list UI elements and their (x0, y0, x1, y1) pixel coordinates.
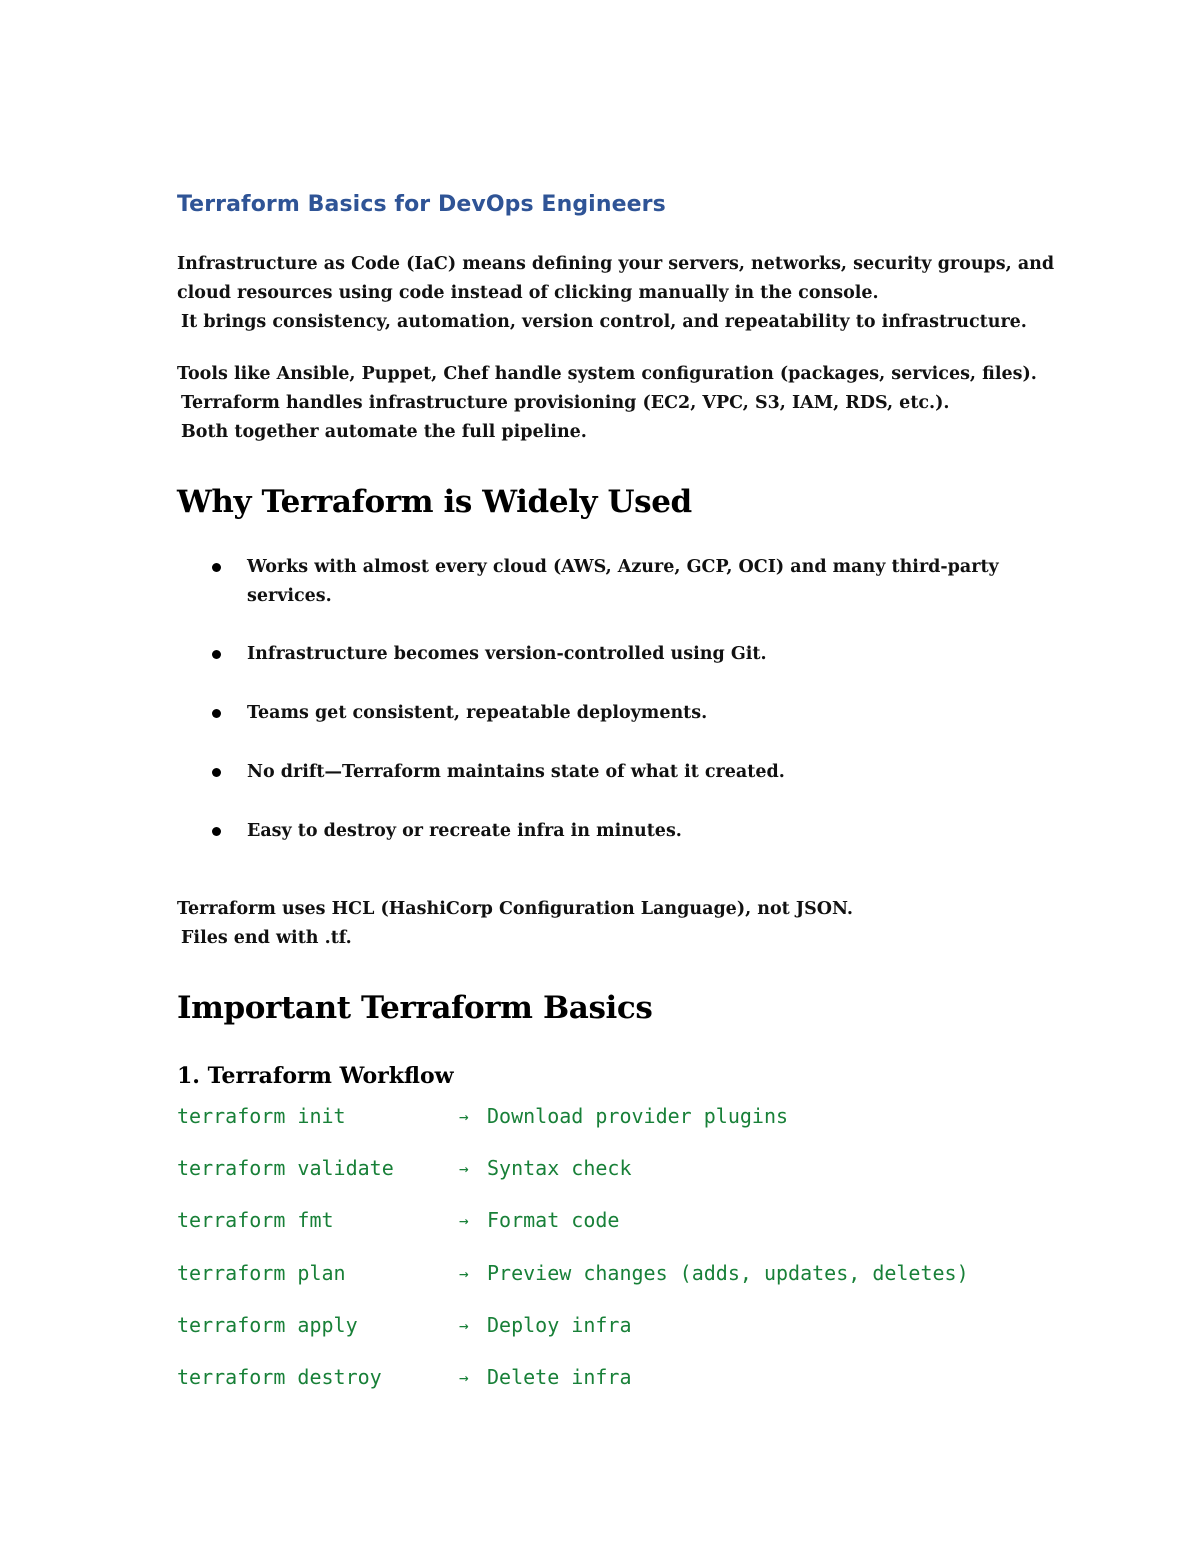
workflow-row (177, 1104, 1077, 1156)
intro-line-3: It brings consistency, automation, version control, and repeatability to infrastructure. (181, 312, 1027, 332)
intro-paragraph (177, 250, 1055, 337)
workflow-command: terraform apply (177, 1312, 358, 1337)
list-item (177, 553, 1037, 611)
hcl-line-1: Terraform uses HCL (HashiCorp Configuration Language), not JSON. (177, 899, 853, 919)
list-item-text: No drift—Terraform maintains state of what it created. (247, 762, 785, 782)
list-item (177, 758, 1037, 787)
intro-line-2: cloud resources using code instead of clicking manually in the console. (177, 283, 879, 303)
list-item-text: Easy to destroy or recreate infra in minutes. (247, 821, 682, 841)
tools-line-1: Tools like Ansible, Puppet, Chef handle system configuration (packages, services, files). (177, 364, 1037, 384)
workflow-command: terraform init (177, 1104, 346, 1128)
list-item-text: Works with almost every cloud (AWS, Azure, GCP, OCI) and many third-party (247, 557, 999, 577)
arrow-right-icon: → (459, 1211, 469, 1231)
tools-paragraph (177, 360, 1037, 447)
workflow-row (177, 1313, 1077, 1365)
bullet-icon (212, 768, 221, 777)
hcl-line-2: Files end with .tf. (181, 928, 352, 948)
arrow-right-icon: → (459, 1107, 469, 1126)
important-basics-heading: Important Terraform Basics (177, 990, 653, 1026)
tools-line-3: Both together automate the full pipeline. (181, 422, 587, 442)
list-item (177, 699, 1037, 728)
workflow-description: Deploy infra (487, 1312, 632, 1337)
workflow-description: Delete infra (487, 1364, 632, 1389)
list-item (177, 817, 1037, 846)
list-item-text: Infrastructure becomes version-controlled using Git. (247, 644, 767, 664)
workflow-row (177, 1365, 1077, 1417)
hcl-paragraph (177, 895, 1037, 953)
list-item (177, 640, 1037, 669)
bullet-icon (212, 563, 221, 572)
arrow-right-icon: → (459, 1263, 469, 1283)
workflow-description: Syntax check (487, 1156, 632, 1181)
workflow-command-list (177, 1104, 1077, 1417)
document-title: Terraform Basics for DevOps Engineers (177, 192, 666, 217)
arrow-right-icon: → (459, 1159, 469, 1179)
arrow-right-icon: → (459, 1367, 469, 1387)
workflow-description: Preview changes (adds, updates, deletes) (487, 1260, 969, 1285)
workflow-command: terraform fmt (177, 1208, 334, 1233)
workflow-row (177, 1261, 1077, 1313)
workflow-command: terraform destroy (177, 1364, 382, 1389)
tools-line-2: Terraform handles infrastructure provisioning (EC2, VPC, S3, IAM, RDS, etc.). (181, 393, 950, 413)
bullet-icon (212, 709, 221, 718)
list-item-text-continued: services. (247, 586, 332, 606)
bullet-icon (212, 827, 221, 836)
list-item-text: Teams get consistent, repeatable deployments. (247, 703, 708, 723)
workflow-row (177, 1208, 1077, 1260)
why-terraform-list (177, 553, 1037, 846)
why-terraform-heading: Why Terraform is Widely Used (177, 484, 692, 520)
workflow-description: Format code (487, 1208, 620, 1233)
workflow-heading: 1. Terraform Workflow (177, 1063, 454, 1089)
bullet-icon (212, 650, 221, 659)
workflow-description: Download provider plugins (487, 1104, 789, 1128)
workflow-command: terraform validate (177, 1156, 394, 1181)
intro-line-1: Infrastructure as Code (IaC) means defining your servers, networks, security groups, and (177, 254, 1055, 274)
workflow-command: terraform plan (177, 1260, 346, 1285)
arrow-right-icon: → (459, 1315, 469, 1335)
workflow-row (177, 1156, 1077, 1208)
